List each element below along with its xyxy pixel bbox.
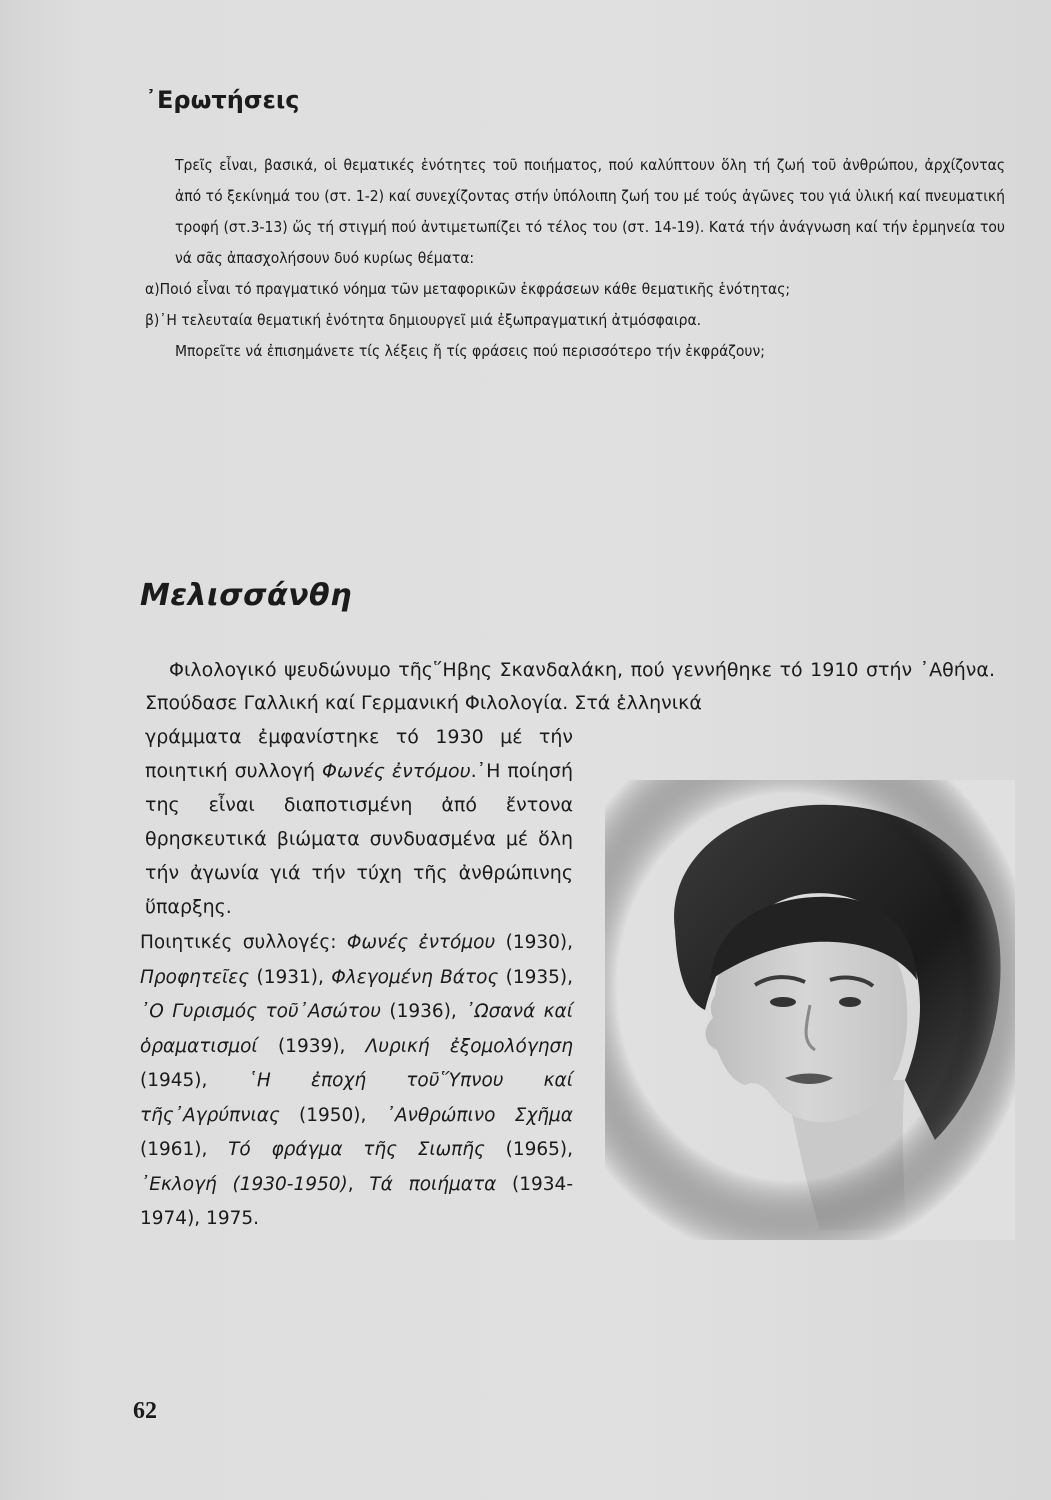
- question-b: [145, 305, 1005, 367]
- work-year: (1934-1974), 1975.: [140, 1173, 573, 1229]
- bio-first-collection-title: Φωνές ἐντόμου: [322, 760, 471, 782]
- work-year: (1939),: [257, 1035, 366, 1057]
- work-year: (1961),: [140, 1139, 229, 1160]
- page-number: 62: [133, 1398, 157, 1424]
- work-title: Τό φράγμα τῆς Σιωπῆς: [228, 1139, 485, 1160]
- work-title: Προφητεῖες: [140, 966, 250, 988]
- work-title: ᾿Ο Γυρισμός τοῦ᾿Ασώτου: [140, 1001, 381, 1022]
- questions-block: [145, 150, 1005, 367]
- work-year: (1945),: [140, 1070, 248, 1091]
- work-year: (1936),: [380, 1001, 466, 1022]
- work-title: ᾿Εκλογή (1930-1950): [140, 1173, 348, 1195]
- work-title: Τά ποιήματα: [369, 1173, 497, 1195]
- work-title: Λυρική ἐξομολόγηση: [365, 1035, 573, 1057]
- bio-text-pre: γράμματα ἐμφανίστηκε τό 1930 μέ τήν ποιητική συλλογή: [145, 726, 573, 782]
- questions-intro: Τρεῖς εἶναι, βασικά, οἱ θεματικές ἑνότητες τοῦ ποιήματος, πού καλύπτουν ὅλη τή ζωή τοῦ ἀνθρώπου, ἀρχίζοντας ἀπό τό ξεκίνημά του (στ. 1-2) καί συνεχίζοντας στήν ὑπόλοιπη ζωή του μέ τούς ἀγῶνες του γιά ὑλική καί πνευματική τροφή (στ.3-13) ὥς τή στιγμή πού ἀντιμετωπίζει τό τέλος του (στ. 14-19). Κατά τήν ἀνάγνωση καί τήν ἑρμηνεία του νά σᾶς ἀπασχολήσουν δυό κυρίως θέματα:: [175, 156, 1005, 267]
- author-bio-continued: [145, 720, 573, 924]
- work-year: (1931),: [249, 966, 332, 988]
- question-a: α)Ποιό εἶναι τό πραγματικό νόημα τῶν μεταφορικῶν ἐκφράσεων κάθε θεματικῆς ἑνότητας;: [145, 280, 791, 298]
- question-b-continuation: Μπορεῖτε νά ἐπισημάνετε τίς λέξεις ἤ τίς φράσεις πού περισσότερο τήν ἐκφράζουν;: [175, 342, 765, 360]
- author-bio-intro: Φιλολογικό ψευδώνυμο τῆς῞Ηβης Σκανδαλάκη, πού γεννήθηκε τό 1910 στήν ᾿Αθήνα. Σπούδασε Γαλλική καί Γερμανική Φιλολογία. Στά ἑλληνικά: [145, 659, 995, 714]
- author-portrait-photo: [605, 780, 1015, 1240]
- question-b-text: β)᾿Η τελευταία θεματική ἑνότητα δημιουργεῖ μιά ἐξωπραγματική ἀτμόσφαιρα.: [145, 311, 702, 329]
- work-year: (1935),: [498, 966, 573, 988]
- work-title: ῾Η ἐποχή τοῦ῞Υπνου καί τῆς᾿Αγρύπνιας: [140, 1070, 574, 1126]
- works-label: Ποιητικές συλλογές:: [140, 932, 347, 953]
- work-title: Φωνές ἐντόμου: [346, 932, 496, 953]
- work-title: ᾿Ωσανά καί ὁραματισμοί: [140, 1001, 573, 1057]
- work-year: (1950),: [279, 1104, 386, 1126]
- author-name-heading: Μελισσάνθη: [140, 578, 352, 613]
- work-title: ᾿Ανθρώπινο Σχῆμα: [385, 1104, 573, 1126]
- bio-text-post: .᾿Η ποίησή της εἶναι διαποτισμένη ἀπό ἔντονα θρησκευτικά βιώματα συνδυασμένα μέ ὅλη τήν ἀγωνία γιά τήν τύχη τῆς ἀνθρώπινης ὕπαρξης.: [145, 760, 573, 918]
- work-year: (1965),: [484, 1139, 573, 1160]
- work-title: Φλεγομένη Βάτος: [331, 966, 499, 988]
- work-year: (1930),: [495, 932, 573, 953]
- poetry-collections: [140, 926, 573, 1237]
- work-year: ,: [347, 1173, 370, 1195]
- questions-heading: ᾿Ερωτήσεις: [145, 86, 300, 114]
